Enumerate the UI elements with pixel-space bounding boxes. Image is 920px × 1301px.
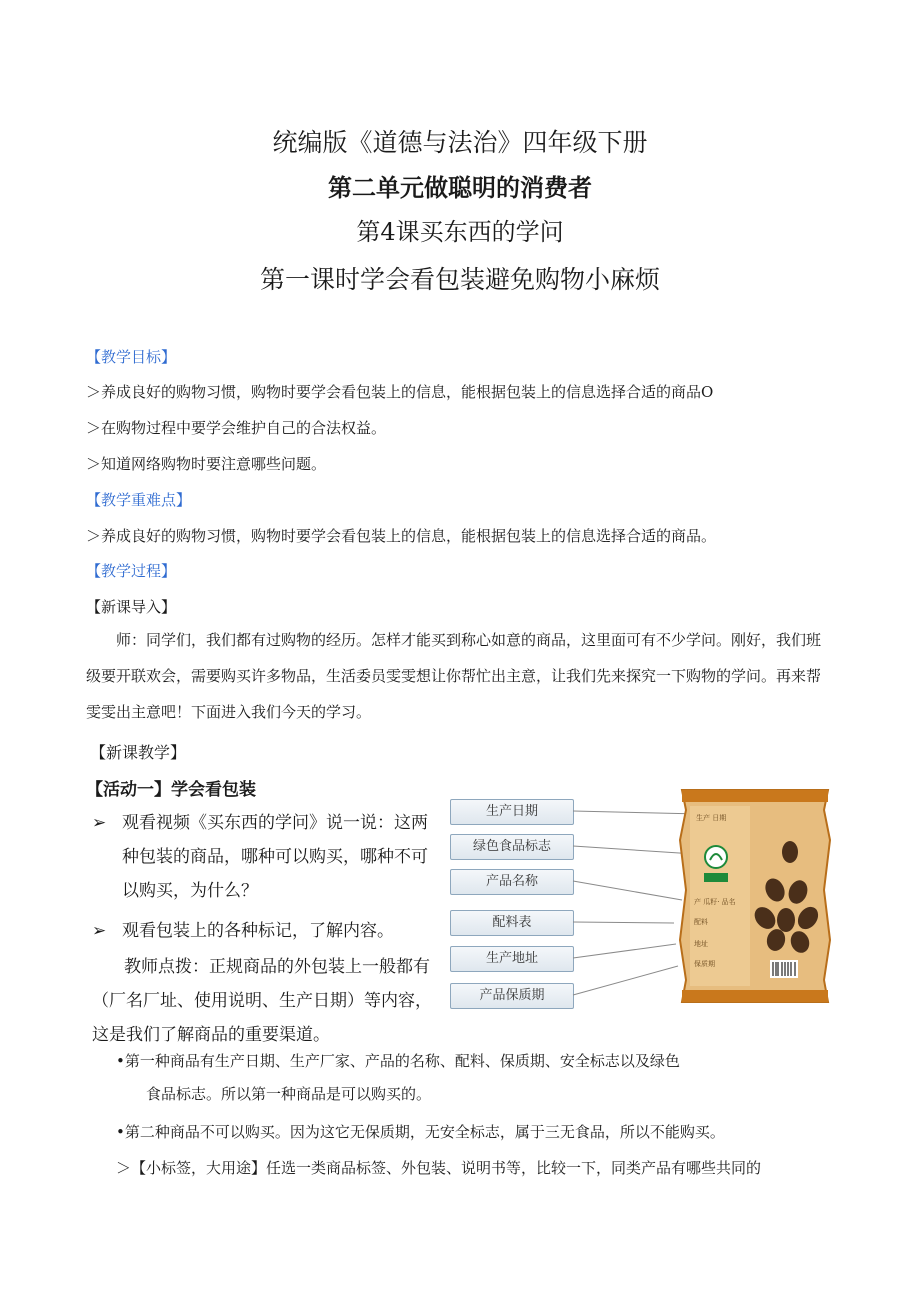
bag-top-seal [682,790,828,802]
objective-item: ＞在购物过程中要学会维护自己的合法权益。 [86,419,387,437]
answer-second: •第二种商品不可以购买。因为这它无保质期，无安全标志，属于三无食品，所以不能购买。 [116,1123,725,1141]
package-diagram [570,780,840,1020]
bag-text-shelf: 保质期 [694,960,715,968]
objectives-heading: 【教学目标】 [86,348,177,366]
label-product-name: 产品名称 [450,869,574,895]
small-tag-task: ＞【小标签，大用途】任选一类商品标签、外包装、说明书等，比较一下，同类产品有哪些共同的 [116,1159,762,1177]
key-points-heading: 【教学重难点】 [86,491,192,509]
doc-title-unit: 第二单元做聪明的消费者 [328,174,592,202]
objective-item: ＞养成良好的购物习惯，购物时要学会看包装上的信息，能根据包装上的信息选择合适的商品O [86,383,714,401]
intro-paragraph: 师：同学们，我们都有过购物的经历。怎样才能买到称心如意的商品，这里面可有不少学问。刚好，我们班级要开联欢会，需要购买许多物品，生活委员雯雯想让你帮忙出主意，让我们先来探究一下购物的学问。再来帮雯雯出主意吧！下面进入我们今天的学习。 [86,631,822,721]
process-heading: 【教学过程】 [86,562,177,580]
objective-item: ＞知道网络购物时要注意哪些问题。 [86,455,327,473]
activity-point-1-text: 观看视频《买东西的学问》说一说：这两种包装的商品，哪种可以购买，哪种不可以购买，为什么？ [122,813,428,901]
green-food-logo-icon [705,846,727,868]
activity-point-2 [92,914,440,948]
bag-text-ingredients: 配料 [694,918,708,926]
label-production-date: 生产日期 [450,799,574,825]
arrow-bullet-icon: ➢ [92,921,107,941]
bag-text-address: 地址 [694,940,708,948]
teacher-note: 教师点拨：正规商品的外包装上一般都有（厂名厂址、使用说明、生产日期）等内容，这是我们了解商品的重要渠道。 [92,957,432,1045]
bag-bottom-seal [682,990,828,1002]
bag-label-panel [690,806,750,986]
activity-point-2-text: 观看包装上的各种标记，了解内容。 [122,921,394,941]
label-ingredients: 配料表 [450,910,574,936]
key-point-item: ＞养成良好的购物习惯，购物时要学会看包装上的信息，能根据包装上的信息选择合适的商品。 [86,527,717,545]
doc-title-period: 第一课时学会看包装避免购物小麻烦 [259,265,660,294]
leader-line [573,811,700,814]
label-shelf-life: 产品保质期 [450,983,574,1009]
new-lesson-heading: 【新课教学】 [90,743,187,762]
doc-title-lesson: 第4课买东西的学问 [356,218,564,246]
barcode-icon [770,960,798,978]
leader-line [573,881,682,900]
doc-title-book: 统编版《道德与法治》四年级下册 [272,128,648,157]
bag-text-name: 产 瓜籽· 品名 [694,898,736,906]
leader-line [573,966,678,995]
arrow-bullet-icon: ➢ [92,813,107,833]
activity-point-1 [92,806,440,908]
bag-text-date: 生产 日期 [696,814,727,822]
label-green-food-mark: 绿色食品标志 [450,834,574,860]
leader-line [573,944,676,958]
leader-line [573,922,674,923]
activity-title: 【活动一】学会看包装 [86,780,256,800]
label-production-address: 生产地址 [450,946,574,972]
answer-first-a: •第一种商品有生产日期、生产厂家、产品的名称、配料、保质期、安全标志以及绿色 [116,1052,680,1070]
answer-first-b: 食品标志。所以第一种商品是可以购买的。 [146,1085,432,1103]
intro-heading: 【新课导入】 [86,598,177,616]
